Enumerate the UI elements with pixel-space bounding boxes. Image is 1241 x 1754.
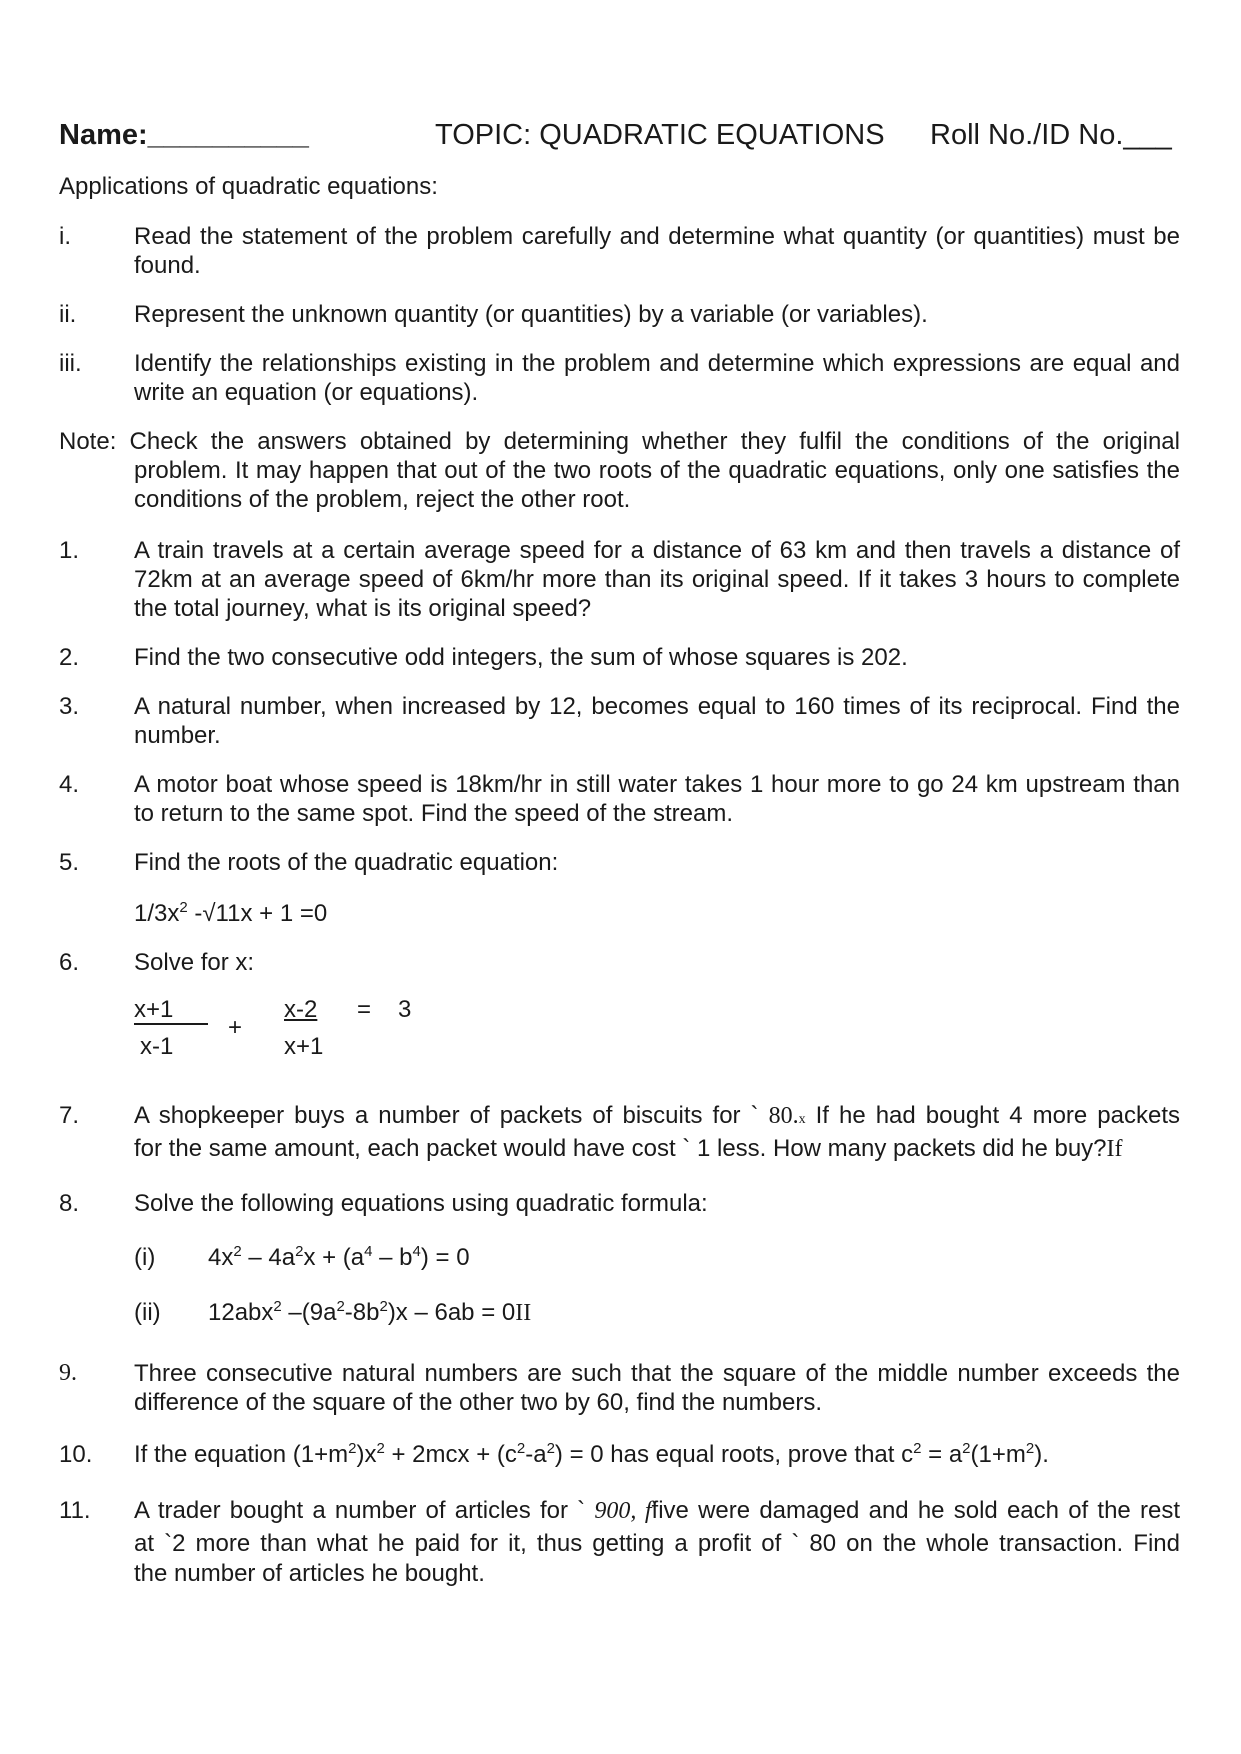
question-line: at `2 more than what he paid for it, thus getting a profit of ` 80 on the whole transaction. Find bbox=[134, 1530, 1180, 1557]
question-number: 9. bbox=[59, 1360, 77, 1386]
question-number: 7. bbox=[59, 1102, 80, 1129]
equation: 12abx$^2$ $-(9a^2-8b^2)x - 6ab = 0II$ bbox=[208, 1298, 532, 1326]
question-text: Find the roots of the quadratic equation: bbox=[134, 849, 559, 876]
question-text: A natural number, when increased by 12, becomes equal to 160 times of its reciprocal. Find the number. bbox=[134, 693, 1180, 749]
question-text: Solve for x: bbox=[134, 949, 255, 976]
equals-sign: = bbox=[357, 996, 372, 1023]
fraction-denominator: x+1 bbox=[284, 1033, 324, 1060]
plus-sign: + bbox=[228, 1014, 243, 1041]
question-number: 1. bbox=[59, 537, 80, 564]
step-marker: ii. bbox=[59, 301, 77, 328]
intro-heading: Applications of quadratic equations: bbox=[59, 173, 438, 200]
question-text: If the equation $(1+m^2)x^2 + 2mcx + (c^2-a^2) = 0$ has equal roots, prove that $c^2 = a^2(1+m^2)$. bbox=[134, 1440, 1049, 1468]
equation: $4x^2 - 4a^2x + (a^4 - b^4) = 0$ bbox=[208, 1243, 470, 1271]
step-marker: i. bbox=[59, 223, 71, 250]
fraction-denominator: x-1 bbox=[140, 1033, 174, 1060]
question-line: for the same amount, each packet would have cost ` 1 less. How many packets did he buy?If bbox=[134, 1135, 1123, 1162]
question-line: A shopkeeper buys a number of packets of biscuits for ` 80.x If he had bought 4 more packets bbox=[134, 1102, 1180, 1129]
fraction-numerator: x-2 bbox=[284, 996, 318, 1023]
step-text: Read the statement of the problem carefully and determine what quantity (or quantities) must be found. bbox=[134, 223, 1180, 279]
question-line: the number of articles he bought. bbox=[134, 1560, 485, 1587]
question-text: A motor boat whose speed is 18km/hr in still water takes 1 hour more to go 24 km upstream than to return to the same spot. Find the speed of the stream. bbox=[134, 771, 1180, 827]
question-text: Solve the following equations using quadratic formula: bbox=[134, 1190, 708, 1217]
question-number: 8. bbox=[59, 1190, 80, 1217]
right-hand-side: 3 bbox=[398, 996, 412, 1023]
header bbox=[59, 117, 1179, 157]
step-text: Identify the relationships existing in the problem and determine which expressions are equal and write an equation (or equations). bbox=[134, 350, 1180, 406]
step-text: Represent the unknown quantity (or quantities) by a variable (or variables). bbox=[134, 301, 928, 328]
question-text: A train travels at a certain average speed for a distance of 63 km and then travels a distance of 72km at an average speed of 6km/hr more than its original speed. If it takes 3 hours to complete the total journey, what is its original speed? bbox=[134, 537, 1180, 622]
question-line: A trader bought a number of articles for ` 900, ffive were damaged and he sold each of the rest bbox=[134, 1497, 1180, 1524]
fraction-numerator: x+1 bbox=[134, 996, 174, 1023]
question-number: 6. bbox=[59, 949, 80, 976]
question-number: 3. bbox=[59, 693, 80, 720]
question-number: 5. bbox=[59, 849, 80, 876]
question-text: Three consecutive natural numbers are such that the square of the middle number exceeds the difference of the square of the other two by 60, find the numbers. bbox=[134, 1360, 1180, 1416]
question-number: 2. bbox=[59, 644, 80, 671]
note-label: Note: bbox=[59, 428, 117, 455]
note bbox=[59, 427, 1180, 514]
equation: $1/3x^2$ -√11x + 1 =0 bbox=[134, 899, 328, 927]
fraction-bar bbox=[134, 1023, 208, 1025]
question-number: 10. bbox=[59, 1441, 93, 1468]
topic-title: TOPIC: QUADRATIC EQUATIONS bbox=[435, 119, 885, 151]
step-marker: iii. bbox=[59, 350, 82, 377]
name-field-label: Name:__________ bbox=[59, 119, 309, 151]
question-number: 4. bbox=[59, 771, 80, 798]
question-number: 11. bbox=[59, 1497, 91, 1524]
roll-number-label: Roll No./ID No.___ bbox=[930, 119, 1172, 151]
question-text: Find the two consecutive odd integers, the sum of whose squares is 202. bbox=[134, 644, 908, 671]
sub-marker: (ii) bbox=[134, 1299, 161, 1326]
sub-marker: (i) bbox=[134, 1244, 156, 1271]
note-text: Check the answers obtained by determining whether they fulfil the conditions of the original problem. It may happen that out of the two roots of the quadratic equations, only one satisfies the conditions of the problem, reject the other root. bbox=[129, 428, 1180, 513]
